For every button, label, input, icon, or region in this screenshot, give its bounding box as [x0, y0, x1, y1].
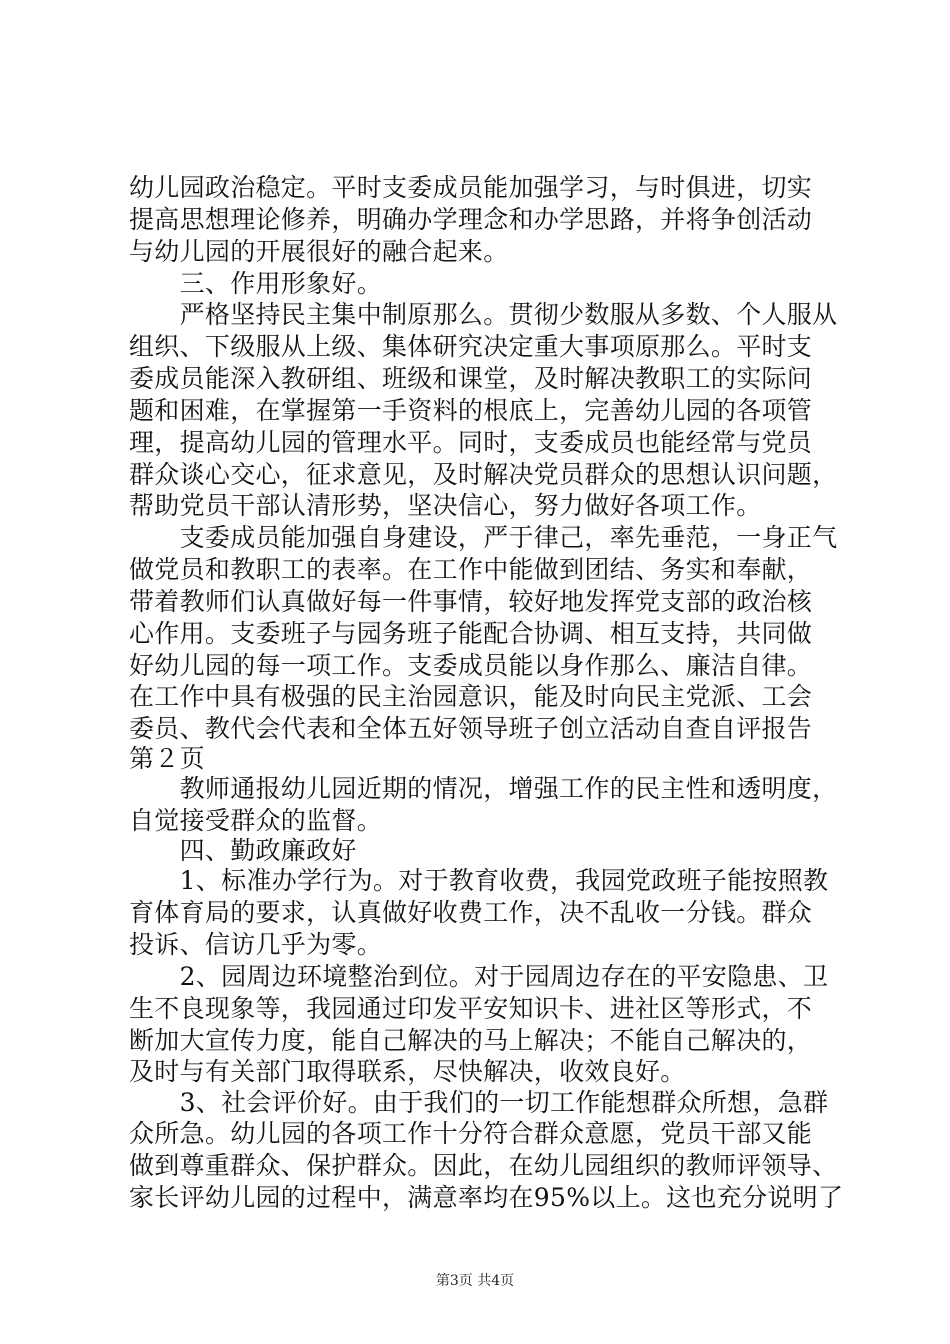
page-number-footer: 第3页 共4页	[435, 1273, 515, 1289]
text-line: 自觉接受群众的监督。	[129, 806, 383, 836]
text-line: 投诉、信访几乎为零。	[129, 930, 383, 960]
text-line: 委成员能深入教研组、班级和课堂，及时解决教职工的实际问	[129, 364, 813, 393]
section-heading: 四、勤政廉政好	[129, 836, 357, 866]
text-line: 做党员和教职工的表率。在工作中能做到团结、务实和奉献，	[129, 555, 813, 585]
text-line: 委员、教代会代表和全体五好领导班子创立活动自查自评报告	[129, 714, 813, 744]
text-line: 3、社会评价好。由于我们的一切工作能想群众所想，急群	[129, 1087, 829, 1117]
text-line: 家长评幼儿园的过程中，满意率均在95%以上。这也充分说明了	[129, 1183, 844, 1212]
text-line: 育体育局的要求，认真做好收费工作，决不乱收一分钱。群众	[129, 898, 813, 928]
text-line: 带着教师们认真做好每一件事情，较好地发挥党支部的政治核	[129, 586, 813, 616]
text-line: 众所急。幼儿园的各项工作十分符合群众意愿，党员干部又能	[129, 1119, 813, 1149]
section-heading: 三、作用形象好。	[129, 268, 383, 298]
text-line: 组织、下级服从上级、集体研究决定重大事项原那么。平时支	[129, 332, 813, 362]
text-line: 做到尊重群众、保护群众。因此，在幼儿园组织的教师评领导、	[129, 1151, 838, 1181]
text-line: 帮助党员干部认清形势，坚决信心，努力做好各项工作。	[129, 491, 762, 521]
text-line: 2、园周边环境整治到位。对于园周边存在的平安隐患、卫	[129, 961, 829, 991]
text-line: 与幼儿园的开展很好的融合起来。	[129, 236, 509, 266]
text-line: 生不良现象等，我园通过印发平安知识卡、进社区等形式，不	[129, 993, 813, 1023]
text-line: 第２页	[129, 744, 205, 774]
text-line: 教师通报幼儿园近期的情况，增强工作的民主性和透明度，	[129, 774, 838, 804]
text-line: 题和困难，在掌握第一手资料的根底上，完善幼儿园的各项管	[129, 395, 813, 425]
text-line: 心作用。支委班子与园务班子能配合协调、相互支持，共同做	[129, 618, 813, 648]
text-line: 好幼儿园的每一项工作。支委成员能以身作那么、廉洁自律。	[129, 650, 813, 680]
text-line: 提高思想理论修养，明确办学理念和办学思路，并将争创活动	[129, 204, 813, 234]
text-line: 支委成员能加强自身建设，严于律己，率先垂范，一身正气	[129, 523, 838, 553]
text-line: 断加大宣传力度，能自己解决的马上解决；不能自己解决的，	[129, 1025, 813, 1055]
text-line: 1、标准办学行为。对于教育收费，我园党政班子能按照教	[129, 866, 829, 896]
text-line: 在工作中具有极强的民主治园意识，能及时向民主党派、工会	[129, 682, 813, 712]
text-line: 幼儿园政治稳定。平时支委成员能加强学习，与时俱进，切实	[129, 173, 813, 202]
text-line: 群众谈心交心，征求意见，及时解决党员群众的思想认识问题，	[129, 459, 838, 489]
text-line: 理，提高幼儿园的管理水平。同时，支委成员也能经常与党员	[129, 427, 813, 457]
text-line: 及时与有关部门取得联系，尽快解决，收效良好。	[129, 1057, 686, 1087]
text-line: 严格坚持民主集中制原那么。贯彻少数服从多数、个人服从	[129, 300, 838, 330]
